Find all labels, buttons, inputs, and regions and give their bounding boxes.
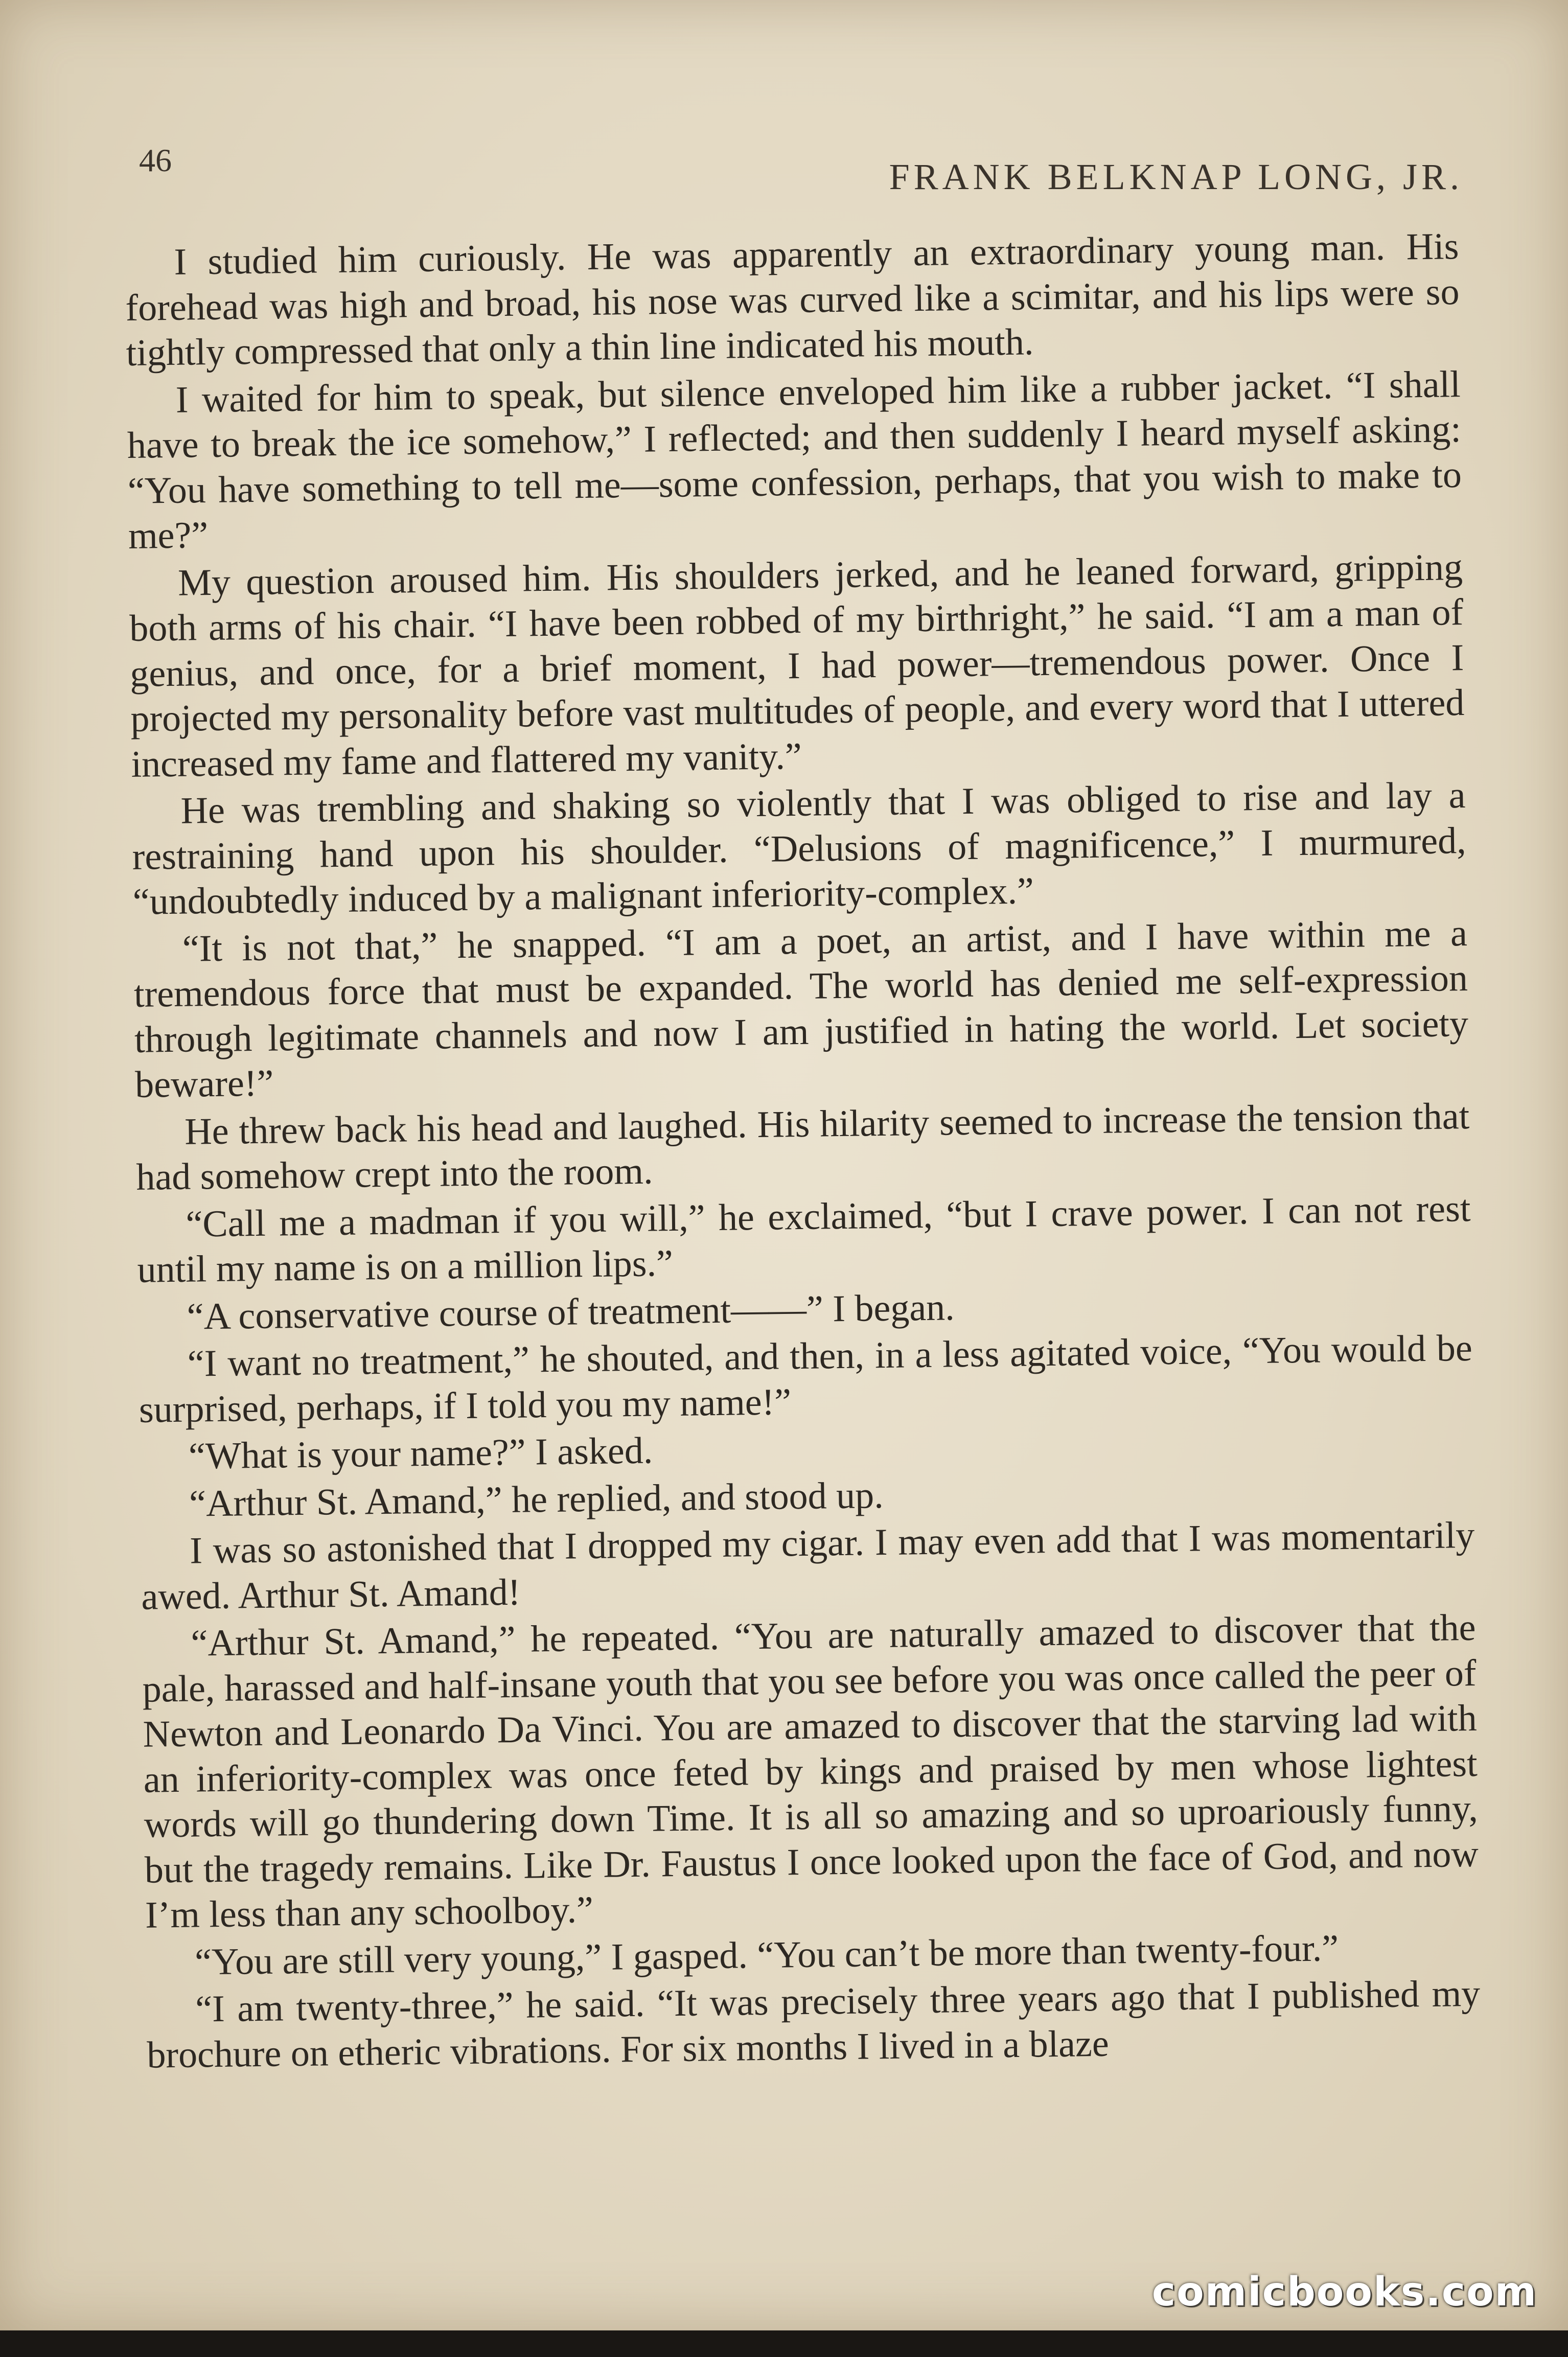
watermark: comicbooks.com: [1151, 2269, 1537, 2315]
paragraph: He was trembling and shaking so violently that I was obliged to rise and lay a restraining hand upon his shoulder. “Delusions of magnificence,” I murmured, “undoubtedly induced by a malignant inferiority-complex.”: [132, 774, 1467, 923]
paragraph: “A conservative course of treatment——” I began.: [187, 1286, 955, 1338]
page-number: 46: [139, 142, 172, 178]
paragraph: I was so astonished that I dropped my cigar. I may even add that I was momentarily awed. Arthur St. Amand!: [141, 1514, 1475, 1618]
scan-bottom-border: [0, 2330, 1568, 2357]
paragraph: My question aroused him. His shoulders jerked, and he leaned forward, gripping both arms of his chair. “I have been robbed of my birthright,” he said. “I am a man of genius, and once, for a brief moment, I had power—tremendous power. Once I projected my personality before vast multitudes of people, and every word that I uttered increased my fame and flattered my vanity.”: [129, 546, 1465, 785]
running-head: FRANK BELKNAP LONG, JR.: [889, 156, 1463, 197]
paragraph: “Arthur St. Amand,” he replied, and stood up.: [189, 1474, 884, 1525]
body-text: [125, 224, 1481, 2080]
paragraph: He threw back his head and laughed. His hilarity seemed to increase the tension that had somehow crept into the room.: [135, 1095, 1470, 1198]
paragraph: “I want no treatment,” he shouted, and then, in a less agitated voice, “You would be surprised, perhaps, if I told you my name!”: [139, 1327, 1473, 1431]
paragraph: “You are still very young,” I gasped. “You can’t be more than twenty-four.”: [194, 1927, 1339, 1983]
paragraph: “What is your name?” I asked.: [188, 1429, 653, 1477]
paragraph: “It is not that,” he snapped. “I am a poet, an artist, and I have within me a tremendous force that must be expanded. The world has denied me self-expression through legitimate channels and now I am justified in hating the world. Let society beware!”: [133, 912, 1469, 1106]
paragraph: I waited for him to speak, but silence enveloped him like a rubber jacket. “I shall have to break the ice somehow,” I reflected; and then suddenly I heard myself asking: “You have something to tell me—some confession, perhaps, that you wish to make to me?”: [127, 363, 1462, 557]
paragraph: I studied him curiously. He was apparently an extraordinary young man. His forehead was high and broad, his nose was curved like a scimitar, and his lips were so tightly compressed that only a thin line indicated his mouth.: [125, 225, 1460, 374]
paragraph: “Arthur St. Amand,” he repeated. “You are naturally amazed to discover that the pale, harassed and half-insane youth that you see before you was once called the peer of Newton and Leonardo Da Vinci. You are amazed to discover that the starving lad with an inferiority-complex was once feted by kings and praised by men whose lightest words will go thundering down Time. It is all so amazing and so uproariously funny, but the tragedy remains. Like Dr. Faustus I once looked upon the face of God, and now I’m less than any schoolboy.”: [142, 1606, 1479, 1936]
paragraph: “I am twenty-three,” he said. “It was precisely three years ago that I published my brochure on etheric vibrations. For six months I lived in a blaze: [146, 1972, 1481, 2076]
paragraph: “Call me a madman if you will,” he exclaimed, “but I crave power. I can not rest until my name is on a million lips.”: [137, 1187, 1471, 1291]
